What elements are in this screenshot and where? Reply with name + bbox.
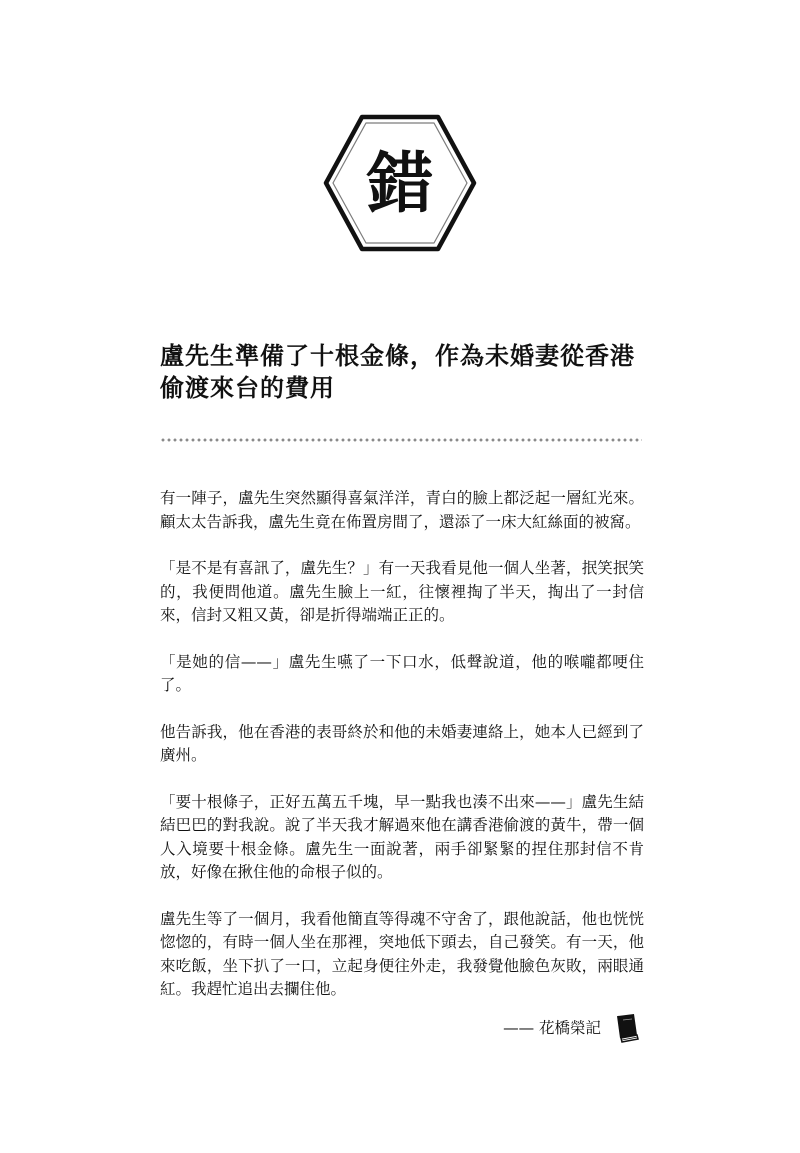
- paragraph: 他告訴我，他在香港的表哥終於和他的未婚妻連絡上，她本人已經到了廣州。: [160, 722, 644, 764]
- emblem-character: 錯: [367, 144, 433, 222]
- article-body: [160, 487, 644, 1025]
- source-signature: [450, 1011, 640, 1043]
- dotted-divider: [160, 438, 642, 442]
- paragraph: 有一陣子，盧先生突然顯得喜氣洋洋，青白的臉上都泛起一層紅光來。顧太太告訴我，盧先生竟在佈置房間了，還添了一床大紅絲面的被窩。: [160, 489, 644, 531]
- hexagon-emblem: [322, 112, 478, 254]
- signature-text: —— 花橋榮記: [503, 1019, 602, 1037]
- paragraph: 盧先生等了一個月，我看他簡直等得魂不守舍了，跟他說話，他也恍恍惚惚的，有時一個人坐在那裡，突地低下頭去，自己發笑。有一天，他來吃飯，坐下扒了一口，立起身便往外走，我發覺他臉色灰敗，兩眼通紅。我趕忙追出去攔住他。: [160, 909, 644, 998]
- article-title: 盧先生準備了十根金條，作為未婚妻從香港偷渡來台的費用: [160, 341, 635, 402]
- paragraph: 「是不是有喜訊了，盧先生？」有一天我看見他一個人坐著，抿笑抿笑的，我便問他道。盧先生臉上一紅，往懷裡掏了半天，掏出了一封信來，信封又粗又黃，卻是折得端端正正的。: [160, 559, 644, 624]
- paragraph: 「是她的信——」盧先生嚥了一下口水，低聲說道，他的喉嚨都哽住了。: [160, 652, 644, 694]
- paragraph: 「要十根條子，正好五萬五千塊，早一點我也湊不出來——」盧先生結結巴巴的對我說。說了半天我才解過來他在講香港偷渡的黃牛，帶一個人入境要十根金條。盧先生一面說著，兩手卻緊緊的捏住那封信不肯放，好像在揪住他的命根子似的。: [160, 792, 644, 881]
- book-icon: [612, 1013, 640, 1043]
